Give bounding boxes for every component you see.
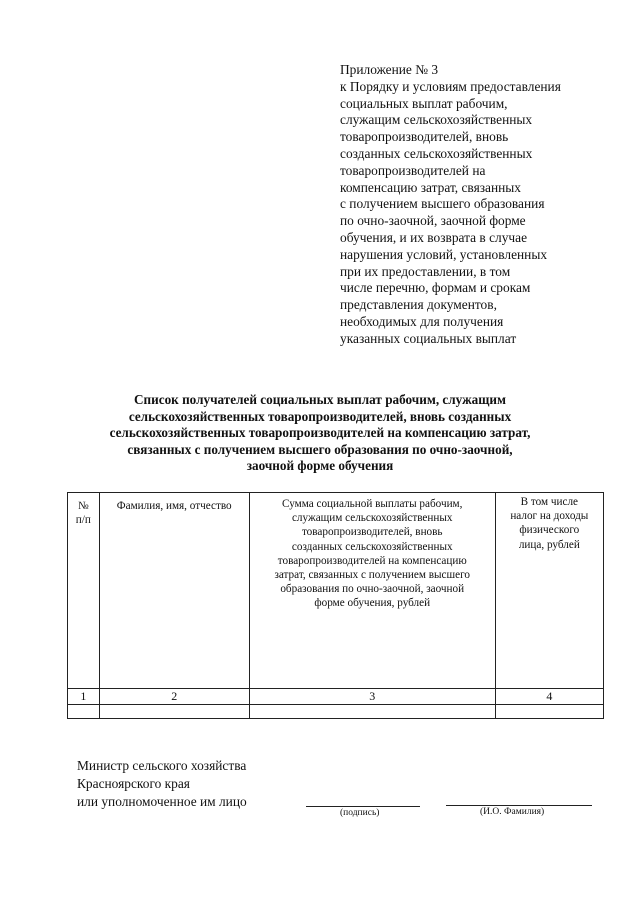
appendix-line: обучения, и их возврата в случае	[340, 229, 528, 245]
table-cell	[249, 705, 495, 719]
title-line: Список получателей социальных выплат рабочим, служащим	[134, 392, 506, 407]
appendix-line: социальных выплат рабочим,	[340, 95, 508, 111]
signer-line: или уполномоченное им лицо	[77, 794, 247, 809]
signer-line: Красноярского края	[77, 776, 190, 791]
appendix-line: числе перечню, формам и срокам	[340, 280, 531, 296]
appendix-line: по очно-заочной, заочной форме	[340, 213, 526, 229]
table-row	[68, 705, 604, 719]
column-number-row	[68, 689, 604, 705]
appendix-line: указанных социальных выплат	[340, 330, 517, 346]
appendix-line: к Порядку и условиям предоставления	[340, 78, 561, 94]
appendix-line: необходимых для получения	[340, 313, 504, 329]
appendix-line: нарушения условий, установленных	[340, 246, 548, 262]
appendix-line: при их предоставлении, в том	[340, 263, 511, 279]
appendix-line: товаропроизводителей, вновь	[340, 129, 509, 145]
signer-line: Министр сельского хозяйства	[77, 758, 247, 773]
name-line	[446, 805, 592, 806]
document-title	[60, 392, 580, 475]
appendix-line: товаропроизводителей на	[340, 162, 486, 178]
column-number: 3	[249, 689, 495, 705]
header-payment-sum: Сумма социальной выплаты рабочим, служащим сельскохозяйственных товаропроизводителей, вновь созданных сельскохозяйственных товаропроизводителей на компенсацию затрат, связанных с получением высшего образования по очно-заочной, заочной форме обучения, рублей	[249, 493, 495, 689]
signature-caption: (подпись)	[340, 808, 380, 818]
table-cell	[495, 705, 603, 719]
appendix-line: с получением высшего образования	[340, 196, 545, 212]
recipients-table	[67, 492, 604, 719]
appendix-line: созданных сельскохозяйственных	[340, 145, 533, 161]
column-number: 1	[68, 689, 100, 705]
appendix-line: представления документов,	[340, 297, 497, 313]
column-number: 4	[495, 689, 603, 705]
title-line: сельскохозяйственных товаропроизводителей на компенсацию затрат,	[109, 425, 531, 441]
appendix-line: служащим сельскохозяйственных	[340, 112, 533, 128]
table-cell	[68, 705, 100, 719]
signer-block	[77, 757, 247, 811]
header-number: № п/п	[68, 493, 100, 689]
header-income-tax: В том числе налог на доходы физического лица, рублей	[495, 493, 603, 689]
appendix-header	[340, 62, 600, 348]
title-line: сельскохозяйственных товаропроизводителей, вновь созданных	[128, 408, 512, 424]
table-cell	[99, 705, 249, 719]
column-number: 2	[99, 689, 249, 705]
header-full-name: Фамилия, имя, отчество	[99, 493, 249, 689]
signature-line	[306, 806, 420, 807]
title-line: связанных с получением высшего образования по очно-заочной,	[127, 441, 513, 457]
appendix-line: компенсацию затрат, связанных	[340, 179, 521, 195]
name-caption: (И.О. Фамилия)	[480, 807, 545, 817]
appendix-line: Приложение № 3	[340, 62, 439, 77]
title-line: заочной форме обучения	[246, 458, 394, 474]
table-header-row	[68, 493, 604, 689]
